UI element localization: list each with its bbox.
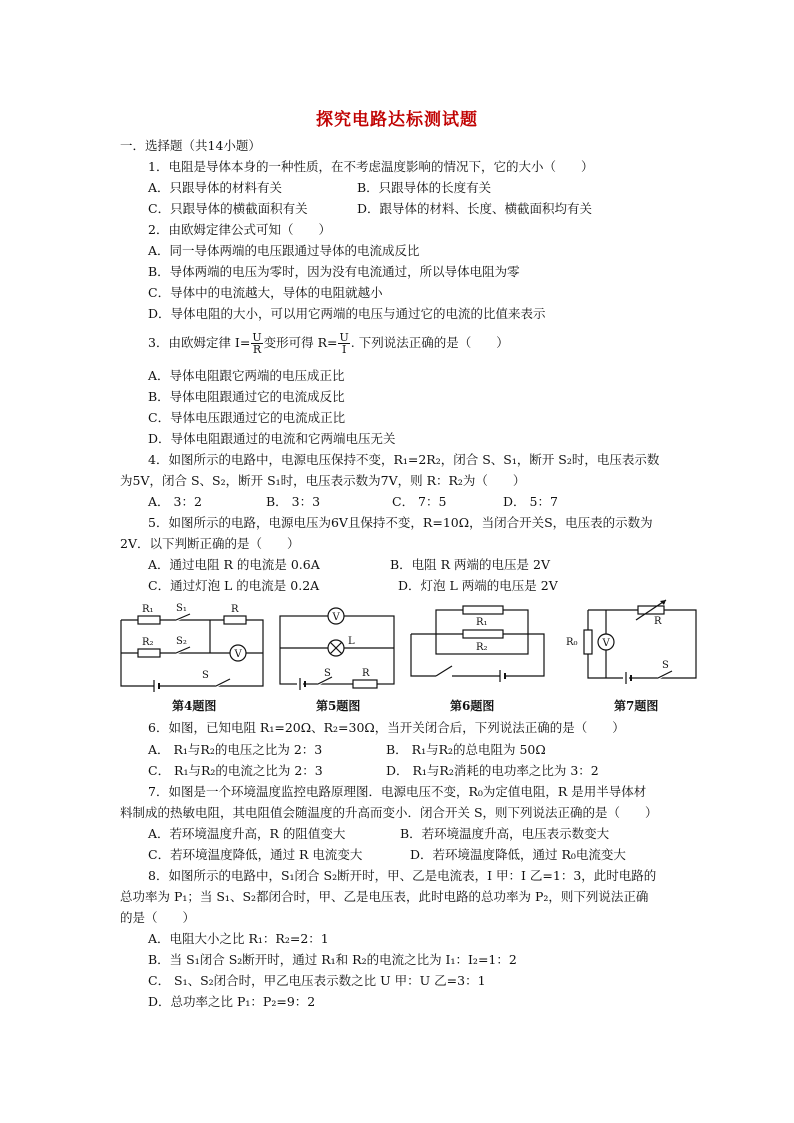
voltmeter-label: V — [332, 612, 340, 623]
q7-option-c: C．若环境温度降低，通过 R 电流变大 — [148, 847, 363, 862]
q6-option-a: A． R₁与R₂的电压之比为 2：3 — [148, 742, 323, 757]
circuit-figure-4 — [118, 598, 268, 693]
q1-stem: 1．电阻是导体本身的一种性质，在不考虑温度影响的情况下，它的大小（ ） — [148, 159, 594, 174]
q6-option-d: D． R₁与R₂消耗的电功率之比为 3：2 — [386, 763, 599, 778]
q8-option-a: A．电阻大小之比 R₁：R₂=2：1 — [148, 931, 329, 946]
q1-option-d: D．跟导体的材料、长度、横截面积均有关 — [357, 201, 593, 216]
label-r2: R₂ — [476, 642, 488, 653]
q8-stem-line2: 总功率为 P₁；当 S₁、S₂都闭合时，甲、乙是电压表，此时电路的总功率为 P₂，则下列说法正确 — [120, 889, 649, 904]
q6-stem: 6．如图，已知电阻 R₁=20Ω、R₂=30Ω，当开关闭合后，下列说法正确的是（ ） — [148, 720, 625, 735]
q4-stem-line2: 为5V，闭合 S、S₂，断开 S₁时，电压表示数为7V，则 R：R₂为（ ） — [120, 473, 526, 488]
figure-4-caption: 第4题图 — [172, 699, 217, 713]
q2-stem: 2．由欧姆定律公式可知（ ） — [148, 222, 331, 237]
figure-7-caption: 第7题图 — [614, 699, 659, 713]
label-r: R — [654, 616, 662, 627]
q3-option-b: B．导体电阻跟通过它的电流成反比 — [148, 389, 345, 404]
q8-option-d: D．总功率之比 P₁：P₂=9：2 — [148, 994, 316, 1009]
fraction-u-over-r — [251, 332, 262, 355]
label-r0: R₀ — [566, 637, 578, 648]
q6-option-c: C． R₁与R₂的电流之比为 2：3 — [148, 763, 323, 778]
section-heading: 一．选择题（共14小题） — [120, 138, 261, 153]
label-s: S — [324, 668, 331, 679]
q4-option-c: C． 7：5 — [392, 494, 447, 509]
q5-stem-line1: 5．如图所示的电路，电源电压为6V且保持不变，R=10Ω，当闭合开关S，电压表的示数为 — [148, 515, 653, 530]
fraction-numerator: U — [339, 331, 349, 344]
q4-option-a: A． 3：2 — [148, 494, 202, 509]
label-s1: S₁ — [176, 603, 187, 614]
figure-5-caption: 第5题图 — [316, 699, 361, 713]
q2-option-d: D．导体电阻的大小，可以用它两端的电压与通过它的电流的比值来表示 — [148, 306, 546, 321]
q1-option-b: B．只跟导体的长度有关 — [357, 180, 492, 195]
q2-option-c: C．导体中的电流越大，导体的电阻就越小 — [148, 285, 383, 300]
q7-option-b: B．若环境温度升高，电压表示数变大 — [400, 826, 610, 841]
q3-stem-part: 变形可得 R= — [263, 335, 338, 350]
label-s: S — [202, 670, 209, 681]
circuit-figure-7 — [562, 600, 702, 690]
circuit-figure-6 — [408, 604, 548, 686]
label-r: R — [231, 604, 239, 615]
fraction-numerator: U — [252, 331, 262, 344]
q2-option-b: B．导体两端的电压为零时，因为没有电流通过，所以导体电阻为零 — [148, 264, 520, 279]
q4-option-d: D． 5：7 — [503, 494, 558, 509]
label-l: L — [348, 636, 355, 647]
label-r2: R₂ — [142, 637, 154, 648]
q8-stem-line3: 的是（ ） — [120, 910, 196, 925]
q1-option-a: A．只跟导体的材料有关 — [148, 180, 283, 195]
figure-6-caption: 第6题图 — [450, 699, 495, 713]
fraction-u-over-i — [338, 332, 349, 355]
q6-option-b: B． R₁与R₂的总电阻为 50Ω — [386, 742, 546, 757]
q4-option-b: B． 3：3 — [266, 494, 321, 509]
q7-stem-line2: 料制成的热敏电阻，其电阻值会随温度的升高而变小．闭合开关 S，则下列说法正确的是（ ） — [120, 805, 658, 820]
q3-option-d: D．导体电阻跟通过的电流和它两端电压无关 — [148, 431, 396, 446]
circuit-figure-5 — [278, 606, 398, 694]
q8-stem-line1: 8．如图所示的电路中，S₁闭合 S₂断开时，甲、乙是电流表，I 甲：I 乙=1：3，此时电路的 — [148, 868, 657, 883]
q3-stem-part: . 下列说法正确的是（ ） — [350, 335, 509, 350]
q2-option-a: A．同一导体两端的电压跟通过导体的电流成反比 — [148, 243, 420, 258]
q5-stem-line2: 2V．以下判断正确的是（ ） — [120, 536, 300, 551]
q1-option-c: C．只跟导体的横截面积有关 — [148, 201, 308, 216]
q5-option-c: C．通过灯泡 L 的电流是 0.2A — [148, 578, 320, 593]
label-s: S — [662, 660, 669, 671]
q5-option-d: D．灯泡 L 两端的电压是 2V — [398, 578, 558, 593]
label-r1: R₁ — [142, 604, 154, 615]
fraction-denominator: R — [252, 343, 262, 356]
label-s2: S₂ — [176, 636, 187, 647]
q5-option-b: B．电阻 R 两端的电压是 2V — [390, 557, 550, 572]
voltmeter-label: V — [234, 649, 242, 660]
voltmeter-label: V — [602, 638, 610, 649]
q7-option-d: D．若环境温度降低，通过 R₀电流变大 — [410, 847, 626, 862]
label-r1: R₁ — [476, 617, 488, 628]
q7-option-a: A．若环境温度升高，R 的阻值变大 — [148, 826, 346, 841]
q5-option-a: A．通过电阻 R 的电流是 0.6A — [148, 557, 320, 572]
page-title: 探究电路达标测试题 — [316, 110, 478, 130]
label-r: R — [362, 668, 370, 679]
q3-option-c: C．导体电压跟通过它的电流成正比 — [148, 410, 346, 425]
q8-option-c: C． S₁、S₂闭合时，甲乙电压表示数之比 U 甲：U 乙=3：1 — [148, 973, 486, 988]
q3-stem — [148, 330, 509, 356]
q3-option-a: A．导体电阻跟它两端的电压成正比 — [148, 368, 345, 383]
q4-stem-line1: 4．如图所示的电路中，电源电压保持不变，R₁=2R₂，闭合 S、S₁，断开 S₂时，电压表示数 — [148, 452, 660, 467]
q8-option-b: B．当 S₁闭合 S₂断开时，通过 R₁和 R₂的电流之比为 I₁：I₂=1：2 — [148, 952, 517, 967]
q3-stem-part: 3．由欧姆定律 I= — [148, 335, 251, 350]
fraction-denominator: I — [341, 343, 347, 356]
q7-stem-line1: 7．如图是一个环境温度监控电路原理图．电源电压不变，R₀为定值电阻，R 是用半导体材 — [148, 784, 647, 799]
